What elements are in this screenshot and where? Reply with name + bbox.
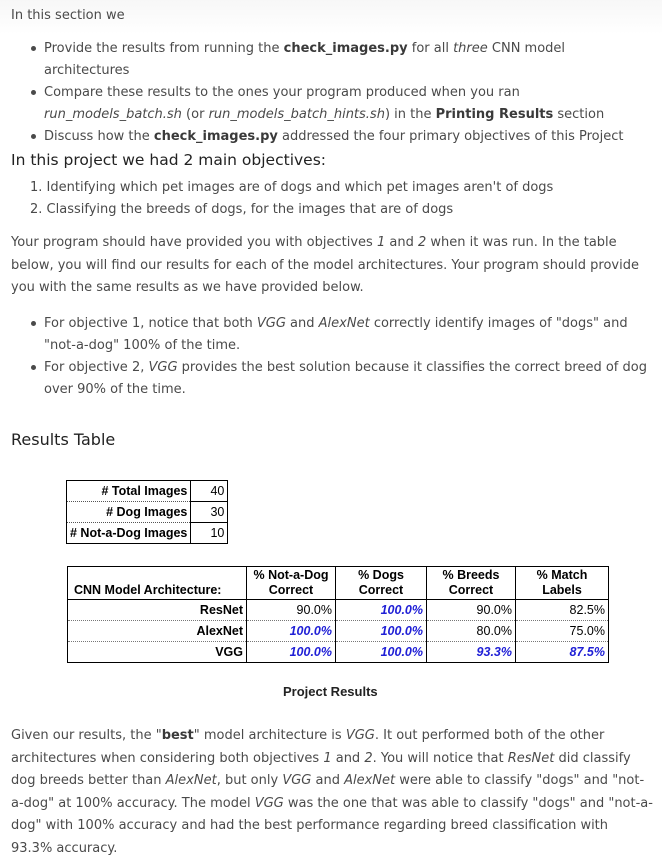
table-row (68, 600, 609, 621)
objective-item: 2. Classifying the breeds of dogs, for the images that are of dogs (30, 202, 454, 217)
table-cell: 100.0% (247, 621, 336, 642)
table-row (67, 502, 228, 523)
list-item: For objective 2, VGG provides the best solution because it classifies the correct breed of dog over 90% of the time. (44, 357, 654, 401)
table-cell: 100.0% (247, 642, 336, 663)
count-value: 40 (191, 481, 228, 502)
count-value: 30 (191, 502, 228, 523)
list-item: Discuss how the check_images.py addressed the four primary objectives of this Project (44, 126, 654, 148)
table-cell: 90.0% (247, 600, 336, 621)
table-cell: 90.0% (427, 600, 516, 621)
column-header: % Breeds Correct (427, 567, 516, 600)
model-name: VGG (68, 642, 247, 663)
table-cell: 80.0% (427, 621, 516, 642)
list-item: Compare these results to the ones your program produced when you ran run_models_batch.sh (or run_models_batch_hints.sh) in the Printing Results section (44, 82, 654, 126)
table-cell: 100.0% (336, 600, 427, 621)
program-output-paragraph: Your program should have provided you with objectives 1 and 2 when it was run. In the table below, you will find our results for each of the model architectures. Your program should provide you with the same results as we have provided below. (11, 235, 639, 295)
column-header: % Dogs Correct (336, 567, 427, 600)
table-cell: 87.5% (516, 642, 609, 663)
objective-item: 1. Identifying which pet images are of dogs and which pet images aren't of dogs (30, 180, 554, 195)
column-header: % Match Labels (516, 567, 609, 600)
intro-text: In this section we (11, 8, 125, 23)
table-row (68, 642, 609, 663)
count-value: 10 (191, 523, 228, 544)
table-cell: 75.0% (516, 621, 609, 642)
count-label: # Not-a-Dog Images (67, 523, 191, 544)
table-cell: 100.0% (336, 621, 427, 642)
conclusion-paragraph: Given our results, the "best" model architecture is VGG. It out performed both of the other architectures when considering both objectives 1 and 2. You will notice that ResNet did classify dog breeds better than AlexNet, but only VGG and AlexNet were able to classify "dogs" and "not-a-dog" at 100% accuracy. The model VGG was the one that was able to classify "dogs" and "not-a-dog" with 100% accuracy and had the best performance regarding breed classification with 93.3% accuracy. (11, 728, 653, 856)
arch-header: CNN Model Architecture: (68, 567, 247, 600)
table-cell: 100.0% (336, 642, 427, 663)
results-heading: Results Table (11, 430, 116, 449)
model-name: ResNet (68, 600, 247, 621)
objectives-list (0, 177, 553, 221)
table-caption: Project Results (283, 684, 378, 699)
table-row (68, 621, 609, 642)
count-label: # Dog Images (67, 502, 191, 523)
image-counts-table (66, 480, 228, 544)
objectives-heading: In this project we had 2 main objectives: (11, 151, 327, 169)
section-tasks-list (0, 38, 654, 148)
table-cell: 82.5% (516, 600, 609, 621)
list-item: For objective 1, notice that both VGG and AlexNet correctly identify images of "dogs" and "not-a-dog" 100% of the time. (44, 313, 654, 357)
count-label: # Total Images (67, 481, 191, 502)
model-name: AlexNet (68, 621, 247, 642)
results-table (67, 566, 609, 663)
table-header-row (68, 567, 609, 600)
table-row (67, 481, 228, 502)
list-item: Provide the results from running the check_images.py for all three CNN model architectures (44, 38, 654, 82)
table-row (67, 523, 228, 544)
column-header: % Not-a-Dog Correct (247, 567, 336, 600)
objective-notes-list (0, 313, 654, 401)
table-cell: 93.3% (427, 642, 516, 663)
